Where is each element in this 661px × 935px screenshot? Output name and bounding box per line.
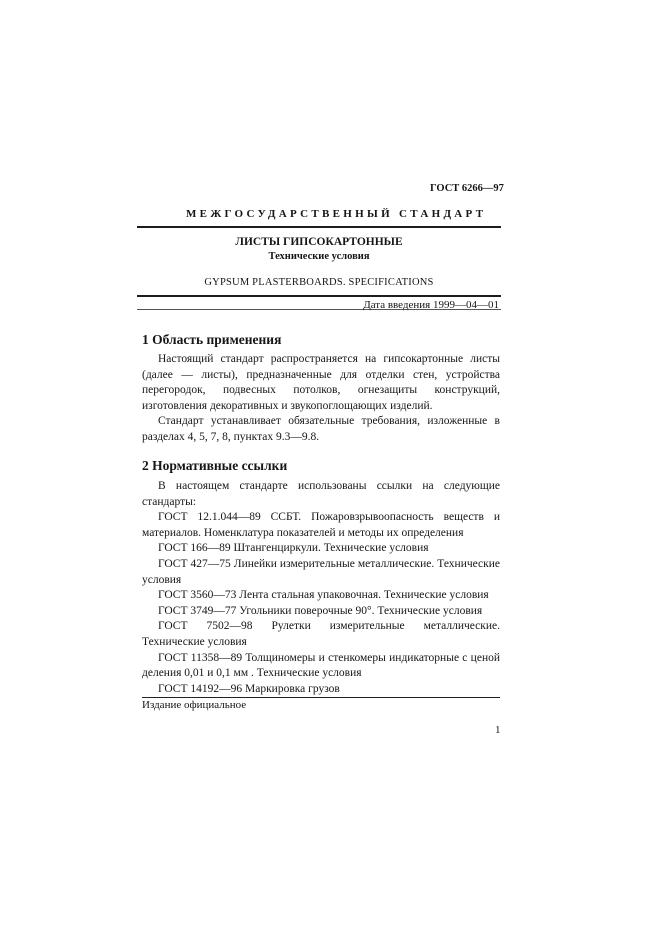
section-2-heading: 2 Нормативные ссылки (142, 458, 288, 473)
reference-item: ГОСТ 7502—98 Рулетки измерительные металлические. Технические условия (142, 620, 500, 648)
top-rule (137, 226, 501, 228)
section-2-body (142, 479, 500, 697)
reference-item: ГОСТ 427—75 Линейки измерительные металлические. Технические условия (142, 557, 500, 586)
paragraph: В настоящем стандарте использованы ссылки на следующие стандарты: (142, 480, 500, 508)
section-1-heading: 1 Область применения (142, 332, 282, 347)
section-1-body (142, 352, 500, 446)
footer-divider (142, 697, 500, 698)
title-ru: ЛИСТЫ ГИПСОКАРТОННЫЕ (235, 236, 403, 248)
paragraph: Настоящий стандарт распространяется на гипсокартонные листы (далее — листы), предназначенные для отделки стен, устройства перегородок, подвесных потолков, огнезащиты конструкций, изготовления декоративных и звукопоглощающих изделий. (142, 353, 500, 412)
reference-item: ГОСТ 11358—89 Толщиномеры и стенкомеры индикаторные с ценой деления 0,01 и 0,1 мм . Технические условия (142, 651, 500, 680)
reference-item: ГОСТ 14192—96 Маркировка грузов (158, 682, 340, 695)
gost-number: ГОСТ 6266—97 (430, 183, 504, 194)
reference-item: ГОСТ 3560—73 Лента стальная упаковочная. Технические условия (158, 589, 489, 602)
reference-item: ГОСТ 166—89 Штангенциркули. Технические условия (158, 542, 429, 555)
title-en: GYPSUM PLASTERBOARDS. SPECIFICATIONS (204, 277, 434, 288)
subtitle-ru: Технические условия (268, 251, 370, 262)
page-number: 1 (495, 724, 501, 736)
reference-item: ГОСТ 12.1.044—89 ССБТ. Пожаровзрывоопасность веществ и материалов. Номенклатура показателей и методы их определения (142, 511, 500, 539)
bottom-rule (137, 295, 501, 297)
edition-label: Издание официальное (142, 699, 247, 711)
standard-type: МЕЖГОСУДАРСТВЕННЫЙ СТАНДАРТ (186, 208, 487, 220)
paragraph: Стандарт устанавливает обязательные требования, изложенные в разделах 4, 5, 7, 8, пунктах 9.3—9.8. (142, 415, 500, 443)
reference-item: ГОСТ 3749—77 Угольники поверочные 90°. Технические условия (158, 604, 483, 617)
intro-date: Дата введения 1999—04—01 (363, 299, 499, 311)
